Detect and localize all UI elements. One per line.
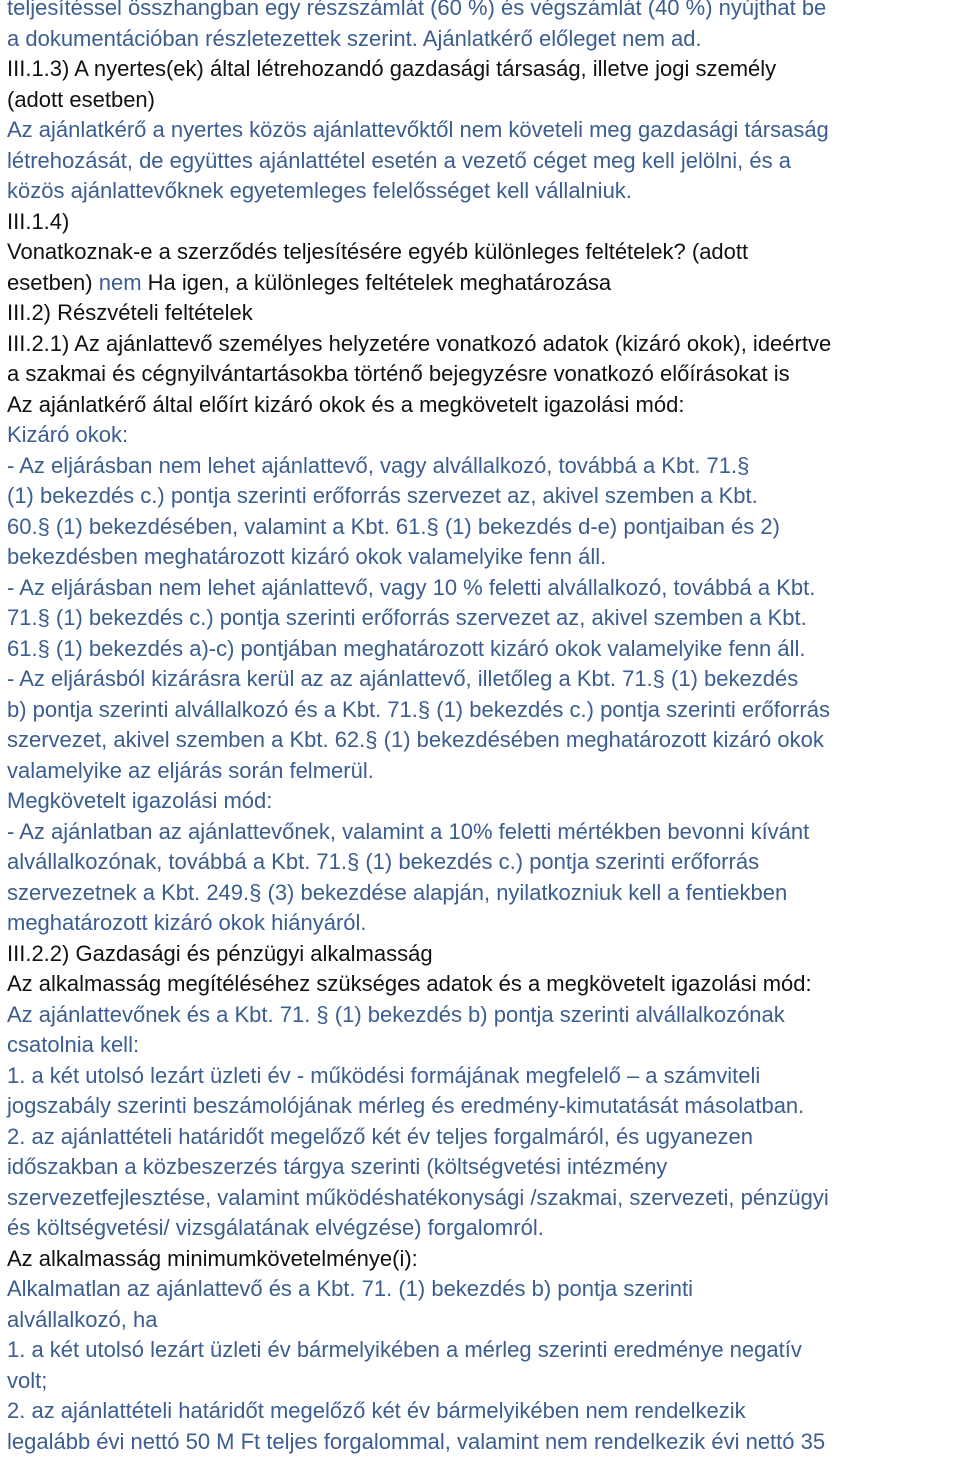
text-line — [7, 1183, 960, 1214]
value-text: b) pontja szerinti alvállalkozó és a Kbt. 71.§ (1) bekezdés c.) pontja szerinti erőforrás — [7, 696, 830, 722]
value-text: csatolnia kell: — [7, 1032, 140, 1057]
text-line — [7, 0, 960, 24]
text-line — [7, 54, 960, 85]
text-line — [7, 451, 960, 482]
label-text: a szakmai és cégnyilvántartásokba történő bejegyzésre vonatkozó előírásokat is — [7, 361, 790, 386]
text-line — [7, 1030, 960, 1061]
text-line — [7, 268, 960, 299]
value-text: Az ajánlattevőnek és a Kbt. 71. § (1) bekezdés b) pontja szerinti alvállalkozónak — [7, 1001, 785, 1027]
text-line — [7, 878, 960, 909]
text-line — [7, 1091, 960, 1122]
value-text: szervezetfejlesztése, valamint működéshatékonysági /szakmai, szervezeti, pénzügyi — [7, 1184, 829, 1210]
value-text: Kizáró okok: — [7, 422, 129, 447]
value-text: szervezet, akivel szemben a Kbt. 62.§ (1) bekezdésében meghatározott kizáró okok — [7, 727, 824, 752]
text-line — [7, 329, 960, 360]
value-text: - Az eljárásban nem lehet ajánlattevő, vagy 10 % feletti alvállalkozó, továbbá a Kbt. — [7, 574, 816, 600]
text-line — [7, 237, 960, 268]
text-line — [7, 817, 960, 848]
text-line — [7, 85, 960, 116]
value-text: Megkövetelt igazolási mód: — [7, 788, 273, 813]
value-text: és költségvetési/ vizsgálatának elvégzése) forgalomról. — [7, 1215, 544, 1240]
text-line — [7, 756, 960, 787]
value-text: 61.§ (1) bekezdés a)-c) pontjában meghatározott kizáró okok valamelyike fenn áll. — [7, 635, 806, 661]
value-text: 60.§ (1) bekezdésében, valamint a Kbt. 61.§ (1) bekezdés d-e) pontjaiban és 2) — [7, 513, 780, 539]
value-text: 71.§ (1) bekezdés c.) pontja szerinti erőforrás szervezet az, akivel szemben a Kbt. — [7, 605, 807, 630]
text-line — [7, 1305, 960, 1336]
value-text: 2. az ajánlattételi határidőt megelőző két év teljes forgalmáról, és ugyanezen — [7, 1123, 753, 1149]
label-text: Vonatkoznak-e a szerződés teljesítésére egyéb különleges feltételek? (adott — [7, 239, 749, 264]
label-text: Az ajánlatkérő által előírt kizáró okok és a megkövetelt igazolási mód: — [7, 391, 685, 417]
value-text: alvállalkozó, ha — [7, 1306, 158, 1332]
text-line — [7, 176, 960, 207]
value-text: nem — [98, 269, 142, 295]
label-text: III.1.3) A nyertes(ek) által létrehozandó gazdasági társaság, illetve jogi személy — [7, 56, 777, 81]
text-line — [7, 1244, 960, 1275]
value-text: valamelyike az eljárás során felmerül. — [7, 757, 374, 783]
text-line — [7, 1122, 960, 1153]
text-line — [7, 1366, 960, 1397]
text-line — [7, 847, 960, 878]
value-text: meghatározott kizáró okok hiányáról. — [7, 910, 367, 935]
document-page — [7, 0, 960, 1457]
text-line — [7, 481, 960, 512]
value-text: 1. a két utolsó lezárt üzleti év bármelyikében a mérleg szerinti eredménye negatív — [7, 1337, 802, 1362]
value-text: volt; — [7, 1367, 48, 1393]
text-line — [7, 1152, 960, 1183]
value-text: - Az eljárásban nem lehet ajánlattevő, vagy alvállalkozó, továbbá a Kbt. 71.§ — [7, 452, 750, 478]
text-line — [7, 939, 960, 970]
label-text: (adott esetben) — [7, 86, 155, 112]
value-text: teljesítéssel összhangban egy részszámlát (60 %) és végszámlát (40 %) nyújthat be — [7, 0, 827, 20]
text-line — [7, 359, 960, 390]
label-text: Ha igen, a különleges feltételek meghatározása — [141, 269, 612, 295]
label-text: Az alkalmasság minimumkövetelménye(i): — [7, 1245, 418, 1271]
text-line — [7, 969, 960, 1000]
label-text: esetben) — [7, 269, 99, 295]
text-line — [7, 512, 960, 543]
text-line — [7, 786, 960, 817]
text-line — [7, 634, 960, 665]
label-text: III.1.4) — [7, 208, 70, 234]
text-line — [7, 542, 960, 573]
text-line — [7, 420, 960, 451]
text-line — [7, 1000, 960, 1031]
text-line — [7, 207, 960, 238]
text-line — [7, 1396, 960, 1427]
label-text: III.2.1) Az ajánlattevő személyes helyzetére vonatkozó adatok (kizáró okok), ideértve — [7, 330, 832, 356]
value-text: időszakban a közbeszerzés tárgya szerinti (költségvetési intézmény — [7, 1154, 668, 1179]
label-text: Az alkalmasság megítéléséhez szükséges adatok és a megkövetelt igazolási mód: — [7, 971, 812, 996]
text-line — [7, 1335, 960, 1366]
value-text: legalább évi nettó 50 M Ft teljes forgalommal, valamint nem rendelkezik évi nettó 35 — [7, 1428, 826, 1454]
text-line — [7, 298, 960, 329]
text-line — [7, 115, 960, 146]
value-text: 1. a két utolsó lezárt üzleti év - működési formájának megfelelő – a számviteli — [7, 1062, 761, 1088]
value-text: a dokumentációban részletezettek szerint. Ajánlatkérő előleget nem ad. — [7, 25, 702, 51]
value-text: létrehozását, de együttes ajánlattétel esetén a vezető céget meg kell jelölni, és a — [7, 147, 791, 173]
text-line — [7, 146, 960, 177]
text-line — [7, 695, 960, 726]
text-line — [7, 908, 960, 939]
value-text: jogszabály szerinti beszámolójának mérleg és eredmény-kimutatását másolatban. — [7, 1093, 805, 1118]
value-text: 2. az ajánlattételi határidőt megelőző két év bármelyikében nem rendelkezik — [7, 1398, 746, 1423]
value-text: - Az eljárásból kizárásra kerül az az ajánlattevő, illetőleg a Kbt. 71.§ (1) bekezdés — [7, 666, 799, 691]
text-line — [7, 1213, 960, 1244]
value-text: bekezdésben meghatározott kizáró okok valamelyike fenn áll. — [7, 544, 607, 569]
text-line — [7, 24, 960, 55]
label-text: III.2.2) Gazdasági és pénzügyi alkalmasság — [7, 940, 433, 966]
text-line — [7, 573, 960, 604]
value-text: - Az ajánlatban az ajánlattevőnek, valamint a 10% feletti mértékben bevonni kívánt — [7, 818, 810, 844]
text-line — [7, 603, 960, 634]
value-text: Az ajánlatkérő a nyertes közös ajánlattevőktől nem követeli meg gazdasági társaság — [7, 117, 829, 142]
text-line — [7, 664, 960, 695]
text-line — [7, 1274, 960, 1305]
text-line — [7, 390, 960, 421]
text-line — [7, 1061, 960, 1092]
value-text: (1) bekezdés c.) pontja szerinti erőforrás szervezet az, akivel szemben a Kbt. — [7, 483, 758, 508]
text-line — [7, 1427, 960, 1458]
value-text: Alkalmatlan az ajánlattevő és a Kbt. 71. (1) bekezdés b) pontja szerinti — [7, 1276, 694, 1301]
value-text: alvállalkozónak, továbbá a Kbt. 71.§ (1) bekezdés c.) pontja szerinti erőforrás — [7, 849, 760, 874]
text-line — [7, 725, 960, 756]
value-text: közös ajánlattevőknek egyetemleges felelősséget kell vállalniuk. — [7, 178, 632, 203]
value-text: szervezetnek a Kbt. 249.§ (3) bekezdése alapján, nyilatkozniuk kell a fentiekben — [7, 879, 788, 905]
label-text: III.2) Részvételi feltételek — [7, 300, 253, 325]
